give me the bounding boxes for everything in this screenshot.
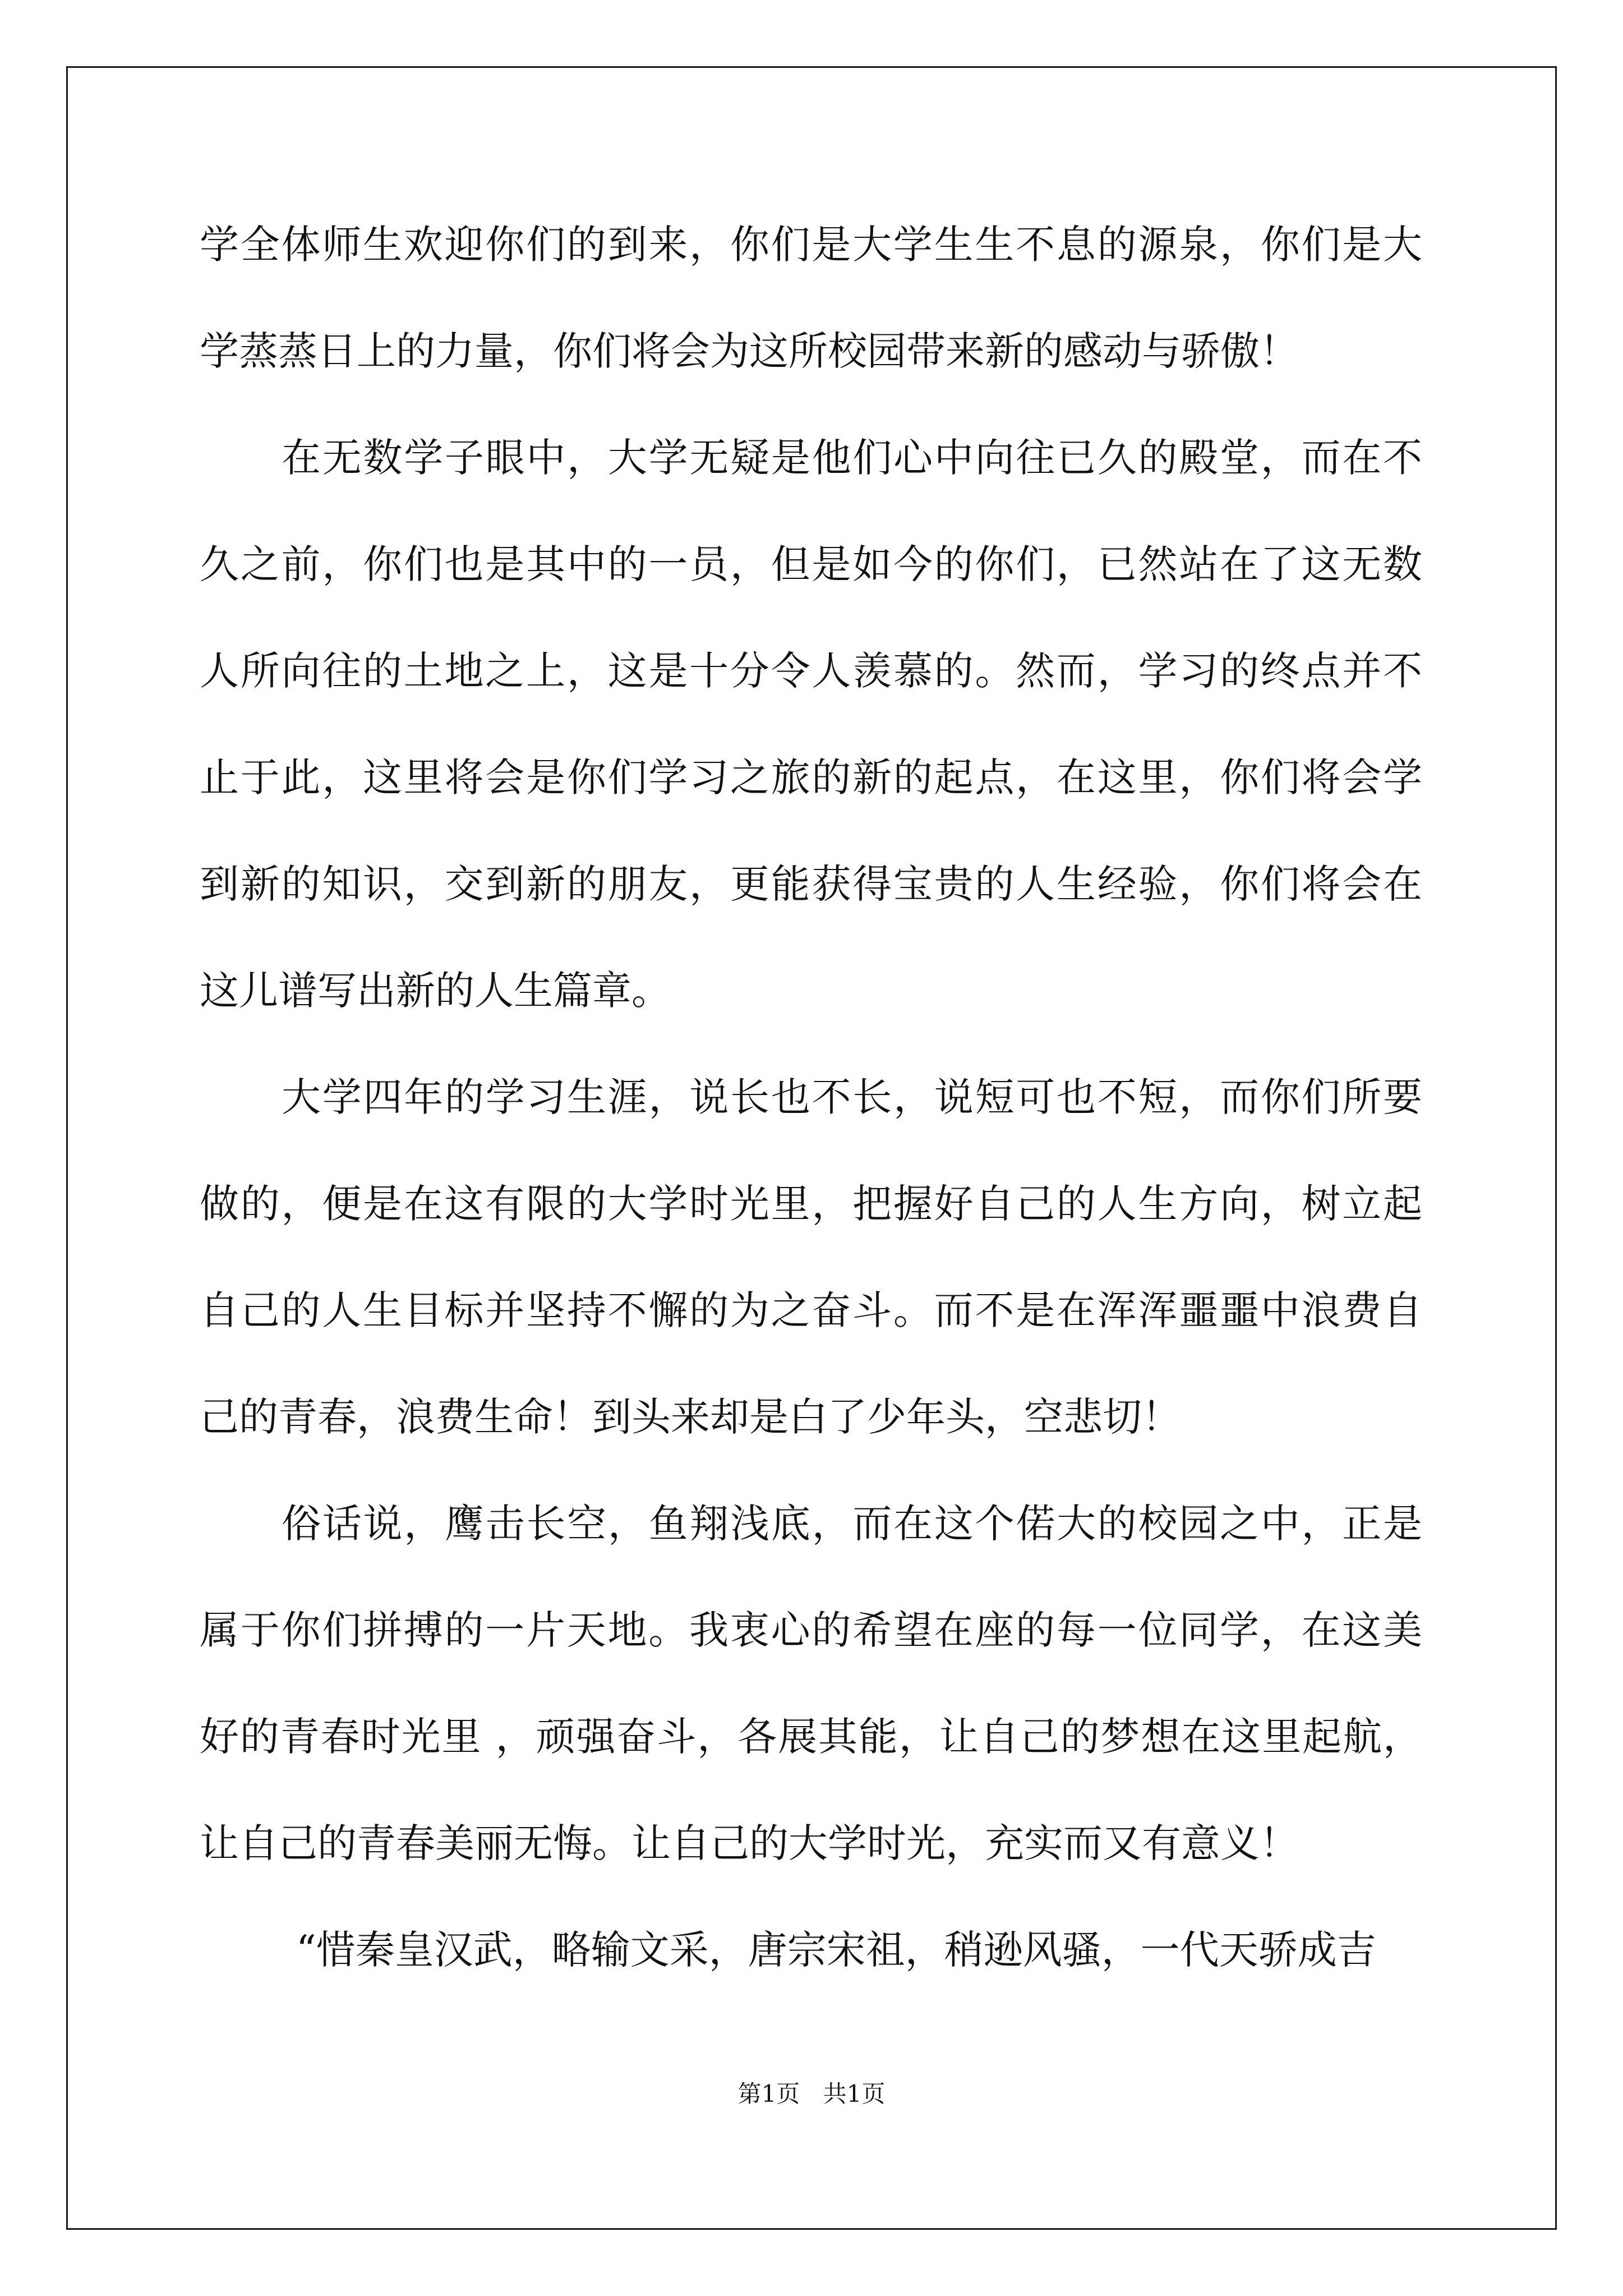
text-line: 在无数学子眼中，大学无疑是他们心中向往已久的殿堂，而在不 xyxy=(282,435,1422,481)
text-line: 己的青春，浪费生命！到头来却是白了少年头，空悲切！ xyxy=(200,1394,1181,1440)
text-line: 好的青春时光里 ，顽强奋斗，各展其能，让自己的梦想在这里起航， xyxy=(200,1714,1422,1760)
text-line: 这儿谱写出新的人生篇章。 xyxy=(200,968,671,1014)
text-line: 俗话说，鹰击长空，鱼翔浅底，而在这个偌大的校园之中，正是 xyxy=(282,1501,1422,1547)
text-line: “惜秦皇汉武，略输文采，唐宗宋祖，稍逊风骚，一代天骄成吉 xyxy=(296,1927,1376,1973)
text-line: 让自己的青春美丽无悔。让自己的大学时光，充实而又有意义！ xyxy=(200,1820,1299,1866)
text-line: 人所向往的土地之上，这是十分令人羡慕的。然而，学习的终点并不 xyxy=(200,648,1422,694)
page-border xyxy=(66,66,1557,2230)
page-number: 第1页 xyxy=(737,2080,800,2108)
text-line: 大学四年的学习生涯，说长也不长，说短可也不短，而你们所要 xyxy=(282,1074,1422,1120)
text-line: 久之前，你们也是其中的一员，但是如今的你们，已然站在了这无数 xyxy=(200,541,1422,587)
text-line: 自己的人生目标并坚持不懈的为之奋斗。而不是在浑浑噩噩中浪费自 xyxy=(200,1287,1422,1333)
text-line: 止于此，这里将会是你们学习之旅的新的起点，在这里，你们将会学 xyxy=(200,754,1422,800)
text-line: 做的，便是在这有限的大学时光里，把握好自己的人生方向，树立起 xyxy=(200,1181,1422,1227)
page-footer xyxy=(0,2076,1623,2109)
page-total: 共1页 xyxy=(823,2080,886,2108)
text-line: 学蒸蒸日上的力量，你们将会为这所校园带来新的感动与骄傲！ xyxy=(200,328,1299,374)
text-line: 到新的知识，交到新的朋友，更能获得宝贵的人生经验，你们将会在 xyxy=(200,861,1422,907)
text-line: 学全体师生欢迎你们的到来，你们是大学生生不息的源泉，你们是大 xyxy=(200,222,1422,268)
text-line: 属于你们拼搏的一片天地。我衷心的希望在座的每一位同学，在这美 xyxy=(200,1607,1422,1653)
